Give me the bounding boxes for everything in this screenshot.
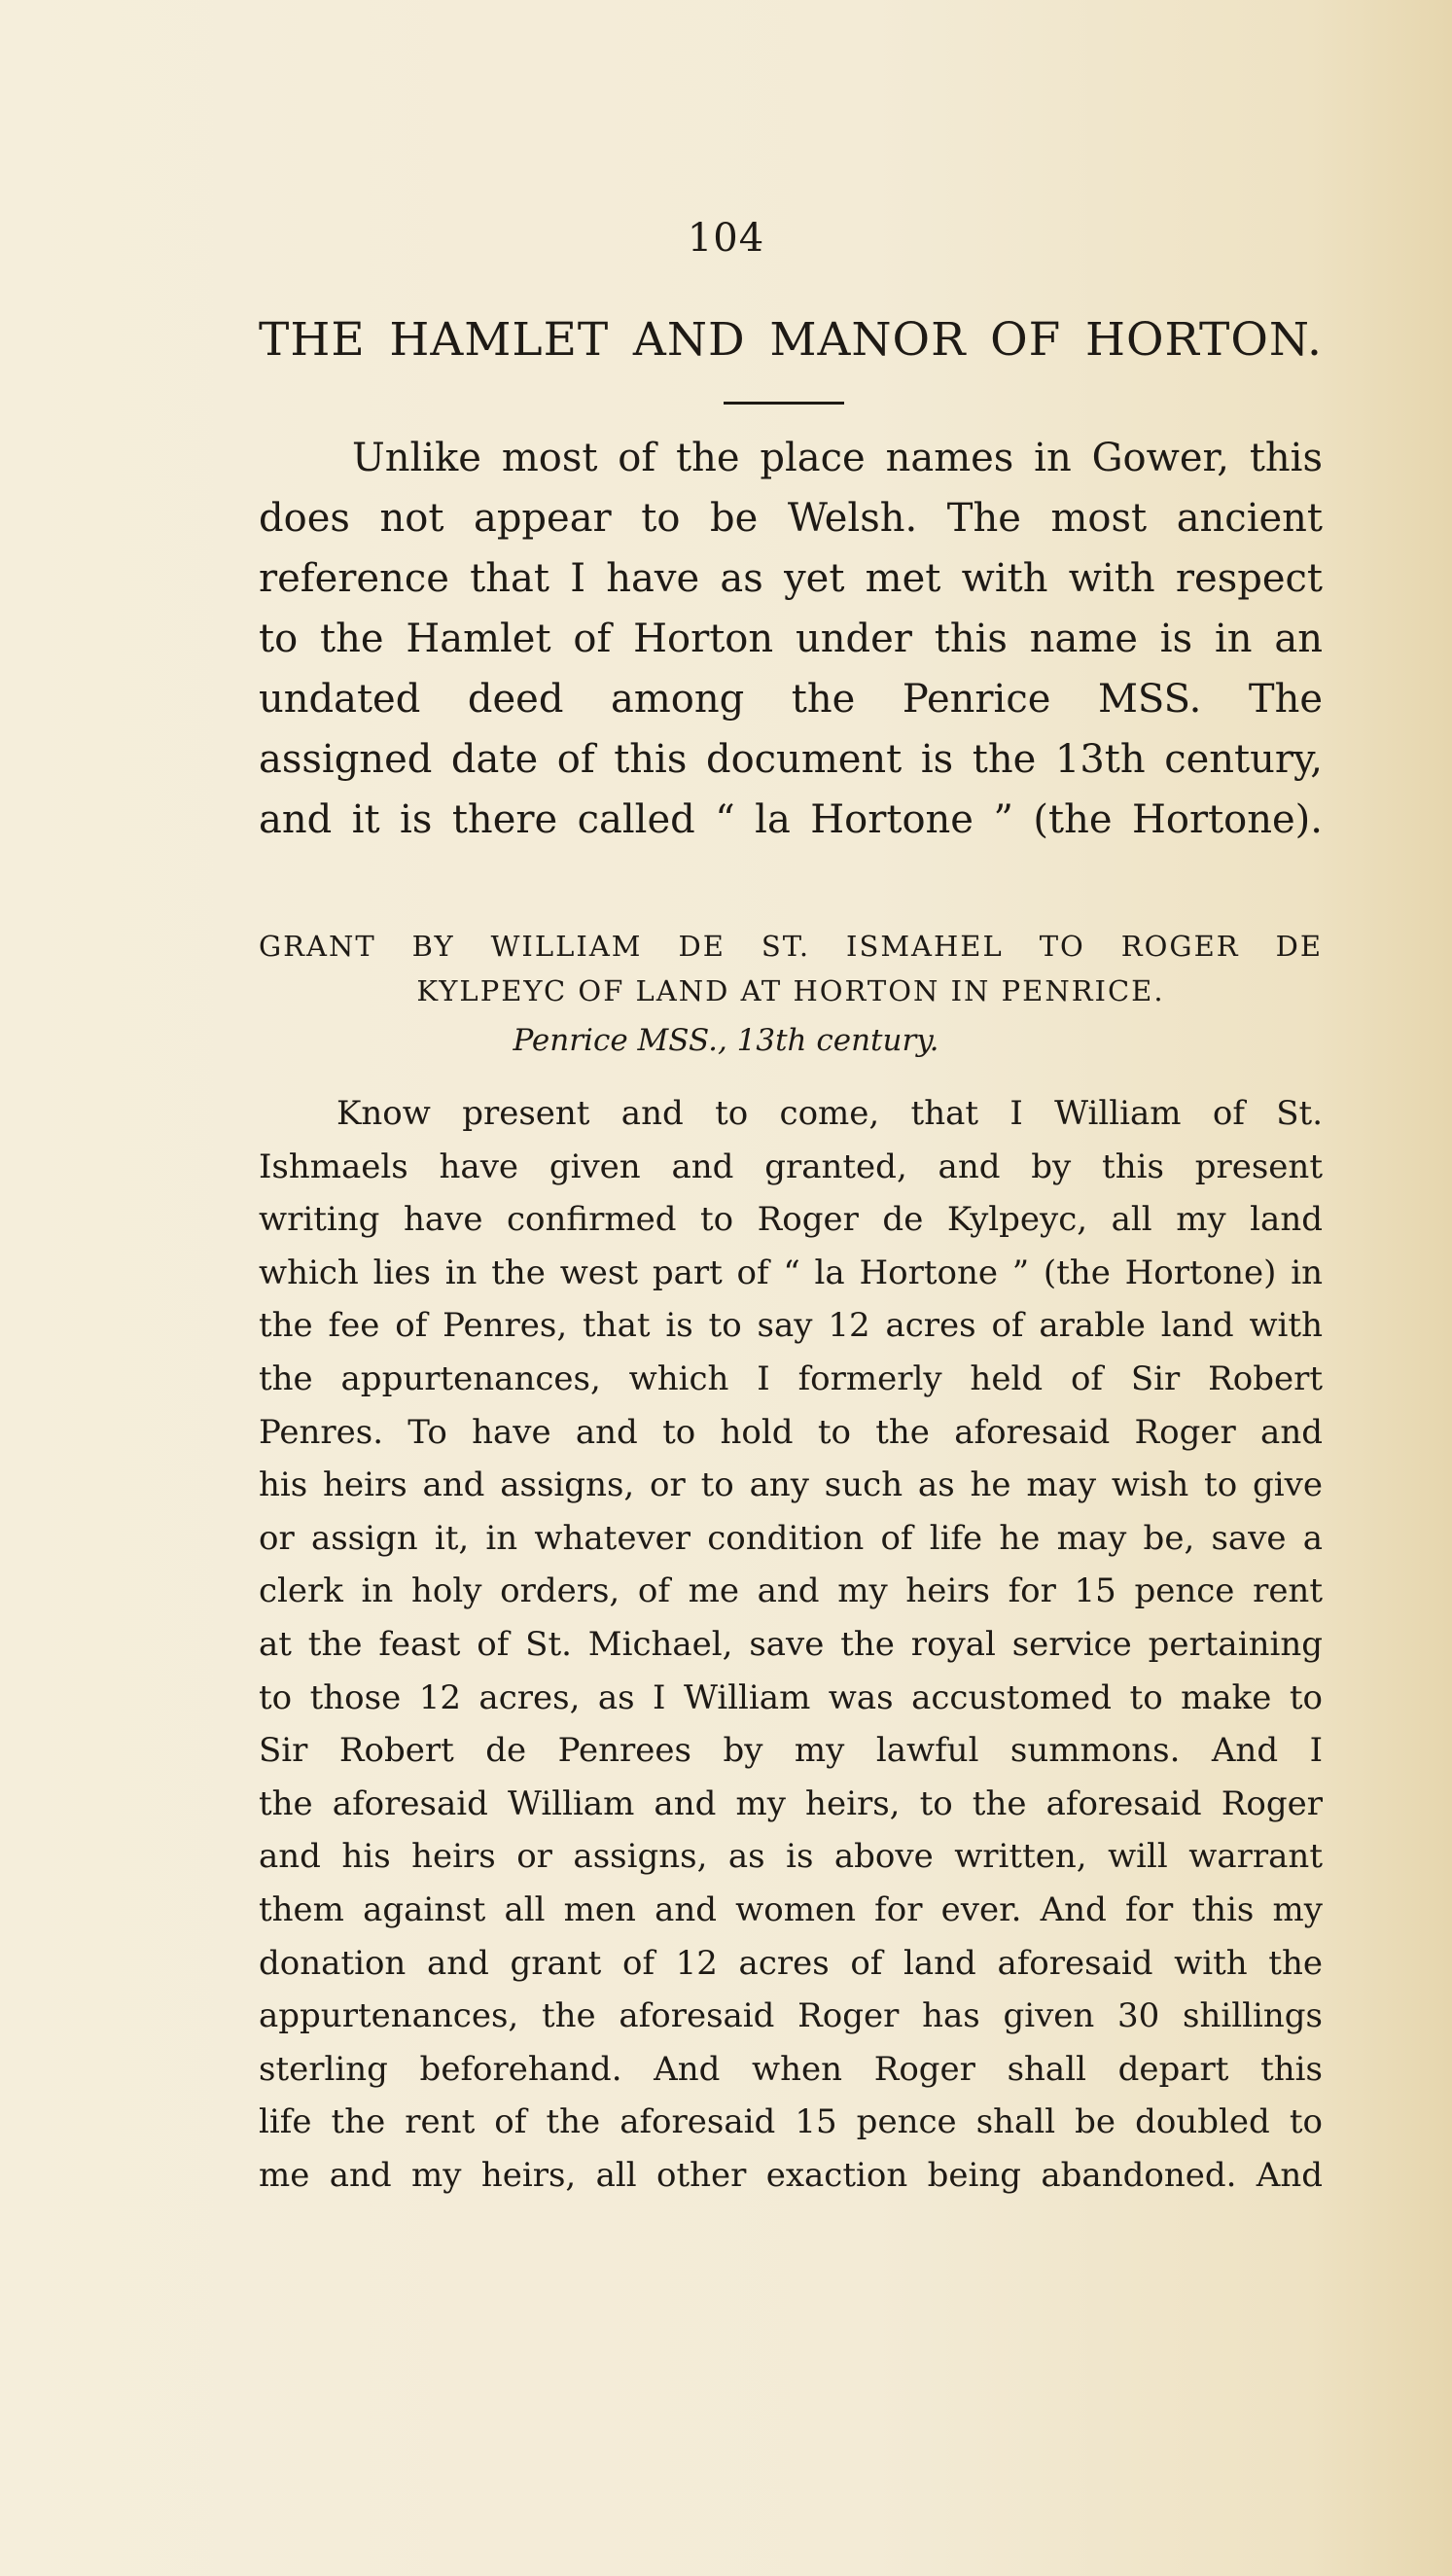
text-line: Sir Robert de Penrees by my lawful summons. And I (259, 1731, 1323, 1771)
text-line: Unlike most of the place names in Gower, this (352, 436, 1323, 480)
text-line: the aforesaid William and my heirs, to the aforesaid Roger (259, 1783, 1323, 1823)
text-line: to the Hamlet of Horton under this name is in an (259, 617, 1323, 661)
text-line: appurtenances, the aforesaid Roger has given 30 shillings (259, 1996, 1323, 2036)
text-line: reference that I have as yet met with with respect (259, 556, 1323, 601)
title-rule (724, 402, 844, 405)
intro-paragraph (259, 428, 1323, 850)
page-number: 104 (687, 216, 765, 261)
text-line: or assign it, in whatever condition of life he may be, save a (259, 1518, 1323, 1558)
text-line: Penres. To have and to hold to the aforesaid Roger and (259, 1412, 1323, 1452)
grant-heading-line: GRANT BY WILLIAM DE ST. ISMAHEL TO ROGER DE (259, 930, 1323, 963)
text-line: writing have confirmed to Roger de Kylpeyc, all my land (259, 1200, 1323, 1240)
text-line: his heirs and assigns, or to any such as he may wish to give (259, 1465, 1323, 1505)
text-line: to those 12 acres, as I William was accustomed to make to (259, 1677, 1323, 1717)
text-line: donation and grant of 12 acres of land aforesaid with the (259, 1943, 1323, 1983)
text-line: life the rent of the aforesaid 15 pence shall be doubled to (259, 2102, 1323, 2142)
text-line: assigned date of this document is the 13th century, (259, 737, 1323, 782)
text-line: clerk in holy orders, of me and my heirs for 15 pence rent (259, 1571, 1323, 1611)
text-line: which lies in the west part of “ la Hortone ” (the Hortone) in (259, 1253, 1323, 1292)
text-line: Know present and to come, that I William of St. (336, 1094, 1323, 1133)
text-line: and it is there called “ la Hortone ” (the Hortone). (259, 797, 1323, 842)
grant-text (259, 1087, 1323, 2202)
text-line: undated deed among the Penrice MSS. The (259, 677, 1323, 722)
text-line: them against all men and women for ever. And for this my (259, 1889, 1323, 1929)
text-line: the appurtenances, which I formerly held of Sir Robert (259, 1359, 1323, 1398)
text-line: does not appear to be Welsh. The most ancient (259, 496, 1323, 541)
text-line: me and my heirs, all other exaction being abandoned. And (259, 2155, 1323, 2195)
text-line: and his heirs or assigns, as is above written, will warrant (259, 1837, 1323, 1877)
text-line: sterling beforehand. And when Roger shall depart this (259, 2049, 1323, 2089)
grant-heading (259, 924, 1323, 1013)
text-line: the fee of Penres, that is to say 12 acres of arable land with (259, 1306, 1323, 1346)
grant-source: Penrice MSS., 13th century. (513, 1023, 939, 1058)
grant-heading-line: KYLPEYC OF LAND AT HORTON IN PENRICE. (416, 974, 1165, 1007)
text-line: Ishmaels have given and granted, and by this present (259, 1147, 1323, 1186)
page-title: THE HAMLET AND MANOR OF HORTON. (259, 313, 1323, 367)
text-line: at the feast of St. Michael, save the royal service pertaining (259, 1624, 1323, 1664)
